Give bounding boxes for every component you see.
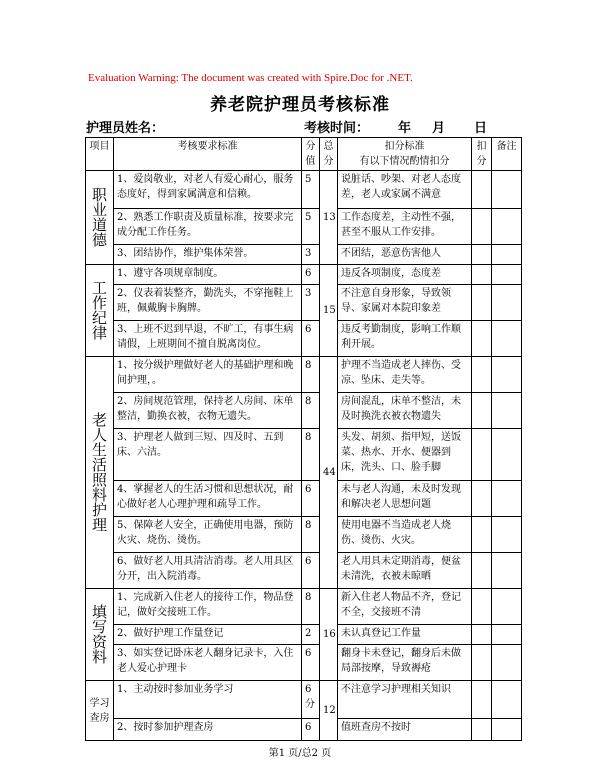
deduct-cell[interactable] xyxy=(472,589,492,625)
remark-cell[interactable] xyxy=(492,265,522,285)
assessment-table xyxy=(85,137,522,741)
criteria-cell: 不团结，恶意伤害他人 xyxy=(338,245,472,265)
standard-cell: 2、房间规范管理，保持老人房间、床单整洁，勤换衣被，衣物无遗失。 xyxy=(114,393,302,429)
score-cell: 3 xyxy=(302,285,320,321)
criteria-cell: 护理不当造成老人摔伤、受凉、坠床、走失等。 xyxy=(338,357,472,393)
table-row xyxy=(86,645,522,681)
table-row xyxy=(86,321,522,357)
remark-cell[interactable] xyxy=(492,719,522,741)
remark-cell[interactable] xyxy=(492,517,522,553)
deduct-cell[interactable] xyxy=(472,285,492,321)
criteria-cell: 值班查房不按时 xyxy=(338,719,472,741)
score-cell: 6 xyxy=(302,553,320,589)
deduct-cell[interactable] xyxy=(472,719,492,741)
criteria-cell: 新入住老人物品不齐，登记不全，交接班不清 xyxy=(338,589,472,625)
score-cell: 3 xyxy=(302,245,320,265)
score-cell: 6 xyxy=(302,265,320,285)
remark-cell[interactable] xyxy=(492,429,522,481)
remark-cell[interactable] xyxy=(492,645,522,681)
deduct-cell[interactable] xyxy=(472,429,492,481)
category-cell: 工作纪律 xyxy=(86,265,114,357)
day-label: 日 xyxy=(474,121,488,136)
score-cell: 8 xyxy=(302,589,320,625)
criteria-cell: 不注意学习护理相关知识 xyxy=(338,681,472,719)
category-cell: 学习查房 xyxy=(86,681,114,741)
criteria-cell: 违反各项制度，态度差 xyxy=(338,265,472,285)
score-cell: 8 xyxy=(302,357,320,393)
criteria-cell: 头发、胡须、指甲短，送饭菜、热水、开水、便器到床，洗头、口、脸手脚 xyxy=(338,429,472,481)
table-row xyxy=(86,719,522,741)
standard-cell: 1、遵守各项规章制度。 xyxy=(114,265,302,285)
remark-cell[interactable] xyxy=(492,589,522,625)
deduct-cell[interactable] xyxy=(472,265,492,285)
criteria-cell: 使用电器不当造成老人烧伤、烫伤、火灾。 xyxy=(338,517,472,553)
remark-cell[interactable] xyxy=(492,245,522,265)
score-cell: 8 xyxy=(302,429,320,481)
remark-cell[interactable] xyxy=(492,481,522,517)
score-cell: 6 xyxy=(302,719,320,741)
deduct-cell[interactable] xyxy=(472,645,492,681)
criteria-cell: 房间混乱，床单不整洁，未及时换洗衣被衣物遗失 xyxy=(338,393,472,429)
header-score: 分值 xyxy=(302,138,320,171)
table-row xyxy=(86,265,522,285)
remark-cell[interactable] xyxy=(492,553,522,589)
score-cell: 5 xyxy=(302,209,320,245)
header-deduct: 扣分 xyxy=(472,138,492,171)
criteria-cell: 工作态度差，主动性不强，甚至不服从工作安排。 xyxy=(338,209,472,245)
total-cell: 44 xyxy=(320,357,338,589)
year-label: 年 xyxy=(398,121,412,136)
remark-cell[interactable] xyxy=(492,209,522,245)
criteria-cell: 不注意自身形象，导致领导、家属对本院印象差 xyxy=(338,285,472,321)
table-row xyxy=(86,681,522,719)
header-item: 项目 xyxy=(86,138,114,171)
page-number: 第1 页/总2 页 xyxy=(268,748,332,759)
deduct-cell[interactable] xyxy=(472,517,492,553)
table-row xyxy=(86,393,522,429)
standard-cell: 1、主动按时参加业务学习 xyxy=(114,681,302,719)
table-row xyxy=(86,429,522,481)
remark-cell[interactable] xyxy=(492,357,522,393)
table-row xyxy=(86,245,522,265)
deduct-cell[interactable] xyxy=(472,481,492,517)
page-title: 养老院护理员考核标准 xyxy=(210,95,390,115)
standard-cell: 2、做好护理工作量登记 xyxy=(114,625,302,645)
score-cell: 6 xyxy=(302,321,320,357)
remark-cell[interactable] xyxy=(492,681,522,719)
standard-cell: 4、掌握老人的生活习惯和思想状况，耐心做好老人心理护理和疏导工作。 xyxy=(114,481,302,517)
standard-cell: 2、熟悉工作职责及质量标准，按要求完成分配工作任务。 xyxy=(114,209,302,245)
header-remark: 备注 xyxy=(492,138,522,171)
assessment-time-label: 考核时间： xyxy=(304,121,370,136)
remark-cell[interactable] xyxy=(492,393,522,429)
table-row xyxy=(86,589,522,625)
deduct-cell[interactable] xyxy=(472,681,492,719)
standard-cell: 1、按分级护理做好老人的基础护理和晚间护理，。 xyxy=(114,357,302,393)
standard-cell: 2、按时参加护理查房 xyxy=(114,719,302,741)
category-cell: 老人生活照料护理 xyxy=(86,357,114,589)
criteria-cell: 未认真登记工作量 xyxy=(338,625,472,645)
score-cell: 8 xyxy=(302,517,320,553)
evaluation-warning: Evaluation Warning: The document was created with Spire.Doc for .NET. xyxy=(88,72,413,84)
deduct-cell[interactable] xyxy=(472,625,492,645)
standard-cell: 6、做好老人用具清洁消毒。老人用具区分开，出入院消毒。 xyxy=(114,553,302,589)
deduct-cell[interactable] xyxy=(472,209,492,245)
total-cell: 13 xyxy=(320,171,338,265)
table-row xyxy=(86,285,522,321)
table-row xyxy=(86,481,522,517)
standard-cell: 1、爱岗敬业，对老人有爱心耐心，服务态度好，得到家属满意和信赖。 xyxy=(114,171,302,209)
header-deduct-title: 扣分标准 xyxy=(384,141,425,152)
caregiver-name-label: 护理员姓名： xyxy=(86,121,165,136)
table-row xyxy=(86,357,522,393)
table-row xyxy=(86,625,522,645)
remark-cell[interactable] xyxy=(492,285,522,321)
table-header-row xyxy=(86,138,522,171)
remark-cell[interactable] xyxy=(492,171,522,209)
deduct-cell[interactable] xyxy=(472,553,492,589)
total-cell: 12 xyxy=(320,681,338,741)
standard-cell: 2、仪表着装整齐，勤洗头，不穿拖鞋上班，佩戴胸卡胸牌。 xyxy=(114,285,302,321)
criteria-cell: 违反考勤制度，影响工作顺利开展。 xyxy=(338,321,472,357)
header-total: 总分 xyxy=(320,138,338,171)
deduct-cell[interactable] xyxy=(472,357,492,393)
criteria-cell: 未与老人沟通，未及时发现和解决老人思想问题 xyxy=(338,481,472,517)
standard-cell: 1、完成新入住老人的接待工作，物品登记，做好交接班工作。 xyxy=(114,589,302,625)
score-cell: 2 xyxy=(302,625,320,645)
score-cell: 8 xyxy=(302,393,320,429)
standard-cell: 3、如实登记卧床老人翻身记录卡，入住老人爱心护理卡 xyxy=(114,645,302,681)
table-row xyxy=(86,553,522,589)
deduct-cell[interactable] xyxy=(472,171,492,209)
deduct-cell[interactable] xyxy=(472,245,492,265)
standard-cell: 3、团结协作，维护集体荣誉。 xyxy=(114,245,302,265)
standard-cell: 3、上班不迟到早退，不旷工，有事生病请假，上班期间不擅自脱离岗位。 xyxy=(114,321,302,357)
total-cell: 16 xyxy=(320,589,338,681)
remark-cell[interactable] xyxy=(492,321,522,357)
month-label: 月 xyxy=(432,121,446,136)
table-row xyxy=(86,209,522,245)
score-cell: 5 xyxy=(302,171,320,209)
standard-cell: 3、护理老人做到三短、四及时、五到床、六洁。 xyxy=(114,429,302,481)
criteria-cell: 老人用具未定期消毒，便盆未清洗，衣被未晾晒 xyxy=(338,553,472,589)
criteria-cell: 说脏话、吵架、对老人态度差，老人或家属不满意 xyxy=(338,171,472,209)
category-cell: 职业道德 xyxy=(86,171,114,265)
deduct-cell[interactable] xyxy=(472,393,492,429)
header-deduct-note: 有以下情况酌情扣分 xyxy=(359,156,450,167)
deduct-cell[interactable] xyxy=(472,321,492,357)
score-cell: 6分 xyxy=(302,681,320,719)
total-cell: 15 xyxy=(320,265,338,357)
table-row xyxy=(86,517,522,553)
remark-cell[interactable] xyxy=(492,625,522,645)
header-standard: 考核要求标准 xyxy=(114,138,302,171)
header-deduct-standard xyxy=(338,138,472,171)
standard-cell: 5、保障老人安全，正确使用电器，预防火灾、烧伤、烫伤。 xyxy=(114,517,302,553)
category-cell: 填写资料 xyxy=(86,589,114,681)
score-cell: 6 xyxy=(302,481,320,517)
criteria-cell: 翻身卡未登记，翻身后未做局部按摩，导致褥疮 xyxy=(338,645,472,681)
score-cell: 6 xyxy=(302,645,320,681)
table-row xyxy=(86,171,522,209)
